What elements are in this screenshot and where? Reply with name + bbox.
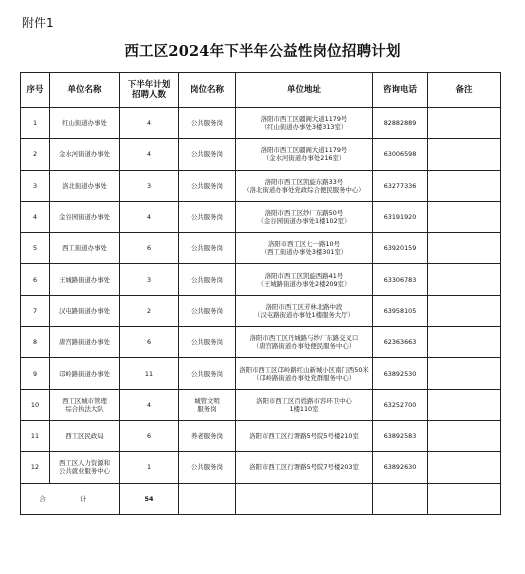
cell-unit-line1: 金谷园街道办事处 (58, 213, 111, 222)
cell-address (236, 264, 373, 295)
cell-phone: 63191920 (373, 201, 428, 232)
cell-index: 6 (21, 264, 50, 295)
cell-unit (50, 108, 120, 139)
cell-position (179, 233, 236, 264)
cell-remark (428, 233, 501, 264)
cell-phone: 63892530 (373, 358, 428, 389)
cell-position (179, 327, 236, 358)
cell-phone: 63252700 (373, 389, 428, 420)
cell-address-line1: 洛阳市西工区七一路10号 (267, 240, 341, 249)
cell-address-line1: 洛阳市西工区凯旋东路33号 (264, 177, 344, 186)
cell-remark (428, 108, 501, 139)
cell-address-line1: 洛阳市西工区疆阁大道1179号 (260, 115, 348, 124)
table-row (21, 139, 501, 170)
cell-index: 5 (21, 233, 50, 264)
cell-address-line2: （汉屯路街道办事处1楼服务大厅） (254, 310, 354, 319)
table-header-row (21, 73, 501, 108)
page-title: 西工区2024年下半年公益性岗位招聘计划 (124, 43, 401, 60)
cell-count: 4 (120, 389, 179, 420)
cell-address (236, 201, 373, 232)
table-row (21, 452, 501, 483)
cell-unit-line1: 邙岭路街道办事处 (58, 369, 111, 378)
table-row (21, 358, 501, 389)
cell-position-line1: 公共服务岗 (191, 213, 223, 222)
cell-address-line1: 洛阳市西工区丹城路与纱厂东路交叉口 (249, 334, 359, 343)
cell-remark (428, 389, 501, 420)
cell-position-line1: 公共服务岗 (191, 150, 223, 159)
cell-position-line1: 公共服务岗 (191, 306, 223, 315)
cell-position-line1: 公共服务岗 (191, 119, 223, 128)
cell-unit-line1: 西工街道办事处 (62, 244, 107, 253)
cell-address (236, 358, 373, 389)
cell-remark (428, 170, 501, 201)
cell-position-line1: 公共服务岗 (191, 275, 223, 284)
cell-phone: 63006598 (373, 139, 428, 170)
cell-unit (50, 233, 120, 264)
table-row (21, 389, 501, 420)
cell-address-line2: （西工街道办事处3楼301室） (260, 248, 348, 257)
cell-address-line1: 洛阳市西工区行署路5号院5号楼210室 (249, 432, 359, 441)
total-empty-position (179, 483, 236, 514)
cell-remark (428, 358, 501, 389)
cell-unit-line1: 王城路街道办事处 (58, 275, 111, 284)
cell-remark (428, 295, 501, 326)
table-body (21, 108, 501, 484)
total-label: 合 计 (21, 483, 120, 514)
cell-address-line1: 洛阳市西工区百姓路市容环卫中心 (256, 396, 352, 405)
cell-position (179, 295, 236, 326)
cell-position (179, 170, 236, 201)
cell-position (179, 139, 236, 170)
cell-count: 6 (120, 327, 179, 358)
cell-phone: 63920159 (373, 233, 428, 264)
cell-address-line1: 洛阳市西工区疆阁大道1179号 (260, 146, 348, 155)
cell-index: 7 (21, 295, 50, 326)
cell-address-line2: （金谷园街道办事处1楼102室） (257, 217, 351, 226)
cell-unit-line1: 红山街道办事处 (62, 119, 107, 128)
cell-position-line1: 公共服务岗 (191, 181, 223, 190)
cell-count: 4 (120, 108, 179, 139)
cell-phone: 63958105 (373, 295, 428, 326)
table-row (21, 201, 501, 232)
cell-unit-line2: 公共就业服务中心 (58, 467, 111, 476)
header-remark: 备注 (428, 73, 501, 108)
cell-remark (428, 327, 501, 358)
header-count-line2: 招聘人数 (131, 90, 166, 100)
cell-unit-line1: 西工区人力资源和 (58, 459, 111, 468)
total-empty-phone (373, 483, 428, 514)
cell-unit-line2: 综合执法大队 (65, 404, 104, 413)
header-count (120, 73, 179, 108)
cell-phone: 63306783 (373, 264, 428, 295)
table-row (21, 327, 501, 358)
cell-unit (50, 201, 120, 232)
cell-unit (50, 327, 120, 358)
header-address: 单位地址 (236, 73, 373, 108)
header-position: 岗位名称 (179, 73, 236, 108)
cell-address-line1: 洛阳市西工区纱厂东路50号 (264, 209, 344, 218)
cell-unit-line1: 洛北街道办事处 (62, 181, 107, 190)
table-row (21, 233, 501, 264)
attachment-label: 附件1 (22, 16, 54, 30)
cell-position-line1: 养老服务岗 (191, 432, 223, 441)
table-row (21, 108, 501, 139)
cell-address-line2: （洛北街道办事处党政综合便民服务中心） (243, 185, 365, 194)
total-empty-remark (428, 483, 501, 514)
cell-phone: 63892583 (373, 420, 428, 451)
cell-address (236, 170, 373, 201)
total-row (21, 483, 501, 514)
cell-position (179, 420, 236, 451)
cell-position-line1: 城管文明 (194, 396, 220, 405)
cell-position (179, 389, 236, 420)
cell-index: 9 (21, 358, 50, 389)
cell-phone: 82882889 (373, 108, 428, 139)
cell-index: 4 (21, 201, 50, 232)
cell-unit (50, 139, 120, 170)
cell-unit-line1: 唐宫路街道办事处 (58, 338, 111, 347)
cell-address-line2: （王城路街道办事处2楼209室） (257, 279, 351, 288)
cell-count: 6 (120, 233, 179, 264)
cell-remark (428, 420, 501, 451)
total-empty-address (236, 483, 373, 514)
cell-unit (50, 264, 120, 295)
cell-index: 11 (21, 420, 50, 451)
cell-unit (50, 452, 120, 483)
cell-index: 1 (21, 108, 50, 139)
cell-position-line2: 服务岗 (197, 404, 217, 413)
cell-index: 12 (21, 452, 50, 483)
cell-address (236, 420, 373, 451)
table-row (21, 170, 501, 201)
cell-address-line2: （唐宫路街道办事处便民服务中心） (252, 342, 356, 351)
cell-address (236, 108, 373, 139)
cell-position (179, 358, 236, 389)
cell-address-line2: 1楼110室 (289, 404, 319, 413)
cell-address (236, 327, 373, 358)
cell-phone: 63277336 (373, 170, 428, 201)
cell-unit (50, 420, 120, 451)
cell-count: 1 (120, 452, 179, 483)
recruitment-plan-table (20, 72, 501, 515)
cell-remark (428, 201, 501, 232)
cell-position (179, 264, 236, 295)
cell-count: 2 (120, 295, 179, 326)
cell-address (236, 452, 373, 483)
cell-remark (428, 264, 501, 295)
header-index: 序号 (21, 73, 50, 108)
cell-unit-line1: 西工区民政局 (65, 432, 104, 441)
cell-address (236, 139, 373, 170)
cell-address-line1: 洛阳市西工区芳林北路中段 (265, 302, 343, 311)
cell-address (236, 389, 373, 420)
cell-address (236, 233, 373, 264)
cell-count: 4 (120, 201, 179, 232)
cell-index: 10 (21, 389, 50, 420)
cell-remark (428, 139, 501, 170)
cell-unit-line1: 汉屯路街道办事处 (58, 306, 111, 315)
cell-address-line1: 洛阳市西工区行署路5号院7号楼203室 (249, 463, 359, 472)
cell-position (179, 201, 236, 232)
cell-unit (50, 295, 120, 326)
cell-count: 3 (120, 264, 179, 295)
cell-unit (50, 358, 120, 389)
cell-remark (428, 452, 501, 483)
cell-count: 11 (120, 358, 179, 389)
cell-address (236, 295, 373, 326)
cell-position-line1: 公共服务岗 (191, 369, 223, 378)
cell-index: 3 (21, 170, 50, 201)
cell-address-line2: （红山街道办事处3楼313室） (260, 123, 348, 132)
cell-unit-line1: 西工区城市管理 (62, 396, 107, 405)
cell-count: 6 (120, 420, 179, 451)
cell-position-line1: 公共服务岗 (191, 244, 223, 253)
cell-address-line1: 洛阳市西工区凯旋西路41号 (264, 271, 344, 280)
header-phone: 咨询电话 (373, 73, 428, 108)
cell-address-line2: （邙岭路街道办事处党群服务中心） (252, 373, 356, 382)
cell-index: 8 (21, 327, 50, 358)
cell-position (179, 452, 236, 483)
cell-unit (50, 170, 120, 201)
header-count-line1: 下半年计划 (127, 80, 171, 90)
cell-count: 3 (120, 170, 179, 201)
table-row (21, 295, 501, 326)
cell-count: 4 (120, 139, 179, 170)
cell-unit (50, 389, 120, 420)
cell-address-line1: 洛阳市西工区邙岭路红山新城小区南门西50米 (239, 365, 369, 374)
cell-phone: 63892630 (373, 452, 428, 483)
cell-position-line1: 公共服务岗 (191, 463, 223, 472)
total-count: 54 (120, 483, 179, 514)
header-unit: 单位名称 (50, 73, 120, 108)
table-row (21, 264, 501, 295)
cell-position (179, 108, 236, 139)
cell-index: 2 (21, 139, 50, 170)
cell-position-line1: 公共服务岗 (191, 338, 223, 347)
table-row (21, 420, 501, 451)
cell-unit-line1: 金水河街道办事处 (58, 150, 111, 159)
cell-address-line2: （金水河街道办事处216室） (262, 154, 346, 163)
cell-phone: 62363663 (373, 327, 428, 358)
